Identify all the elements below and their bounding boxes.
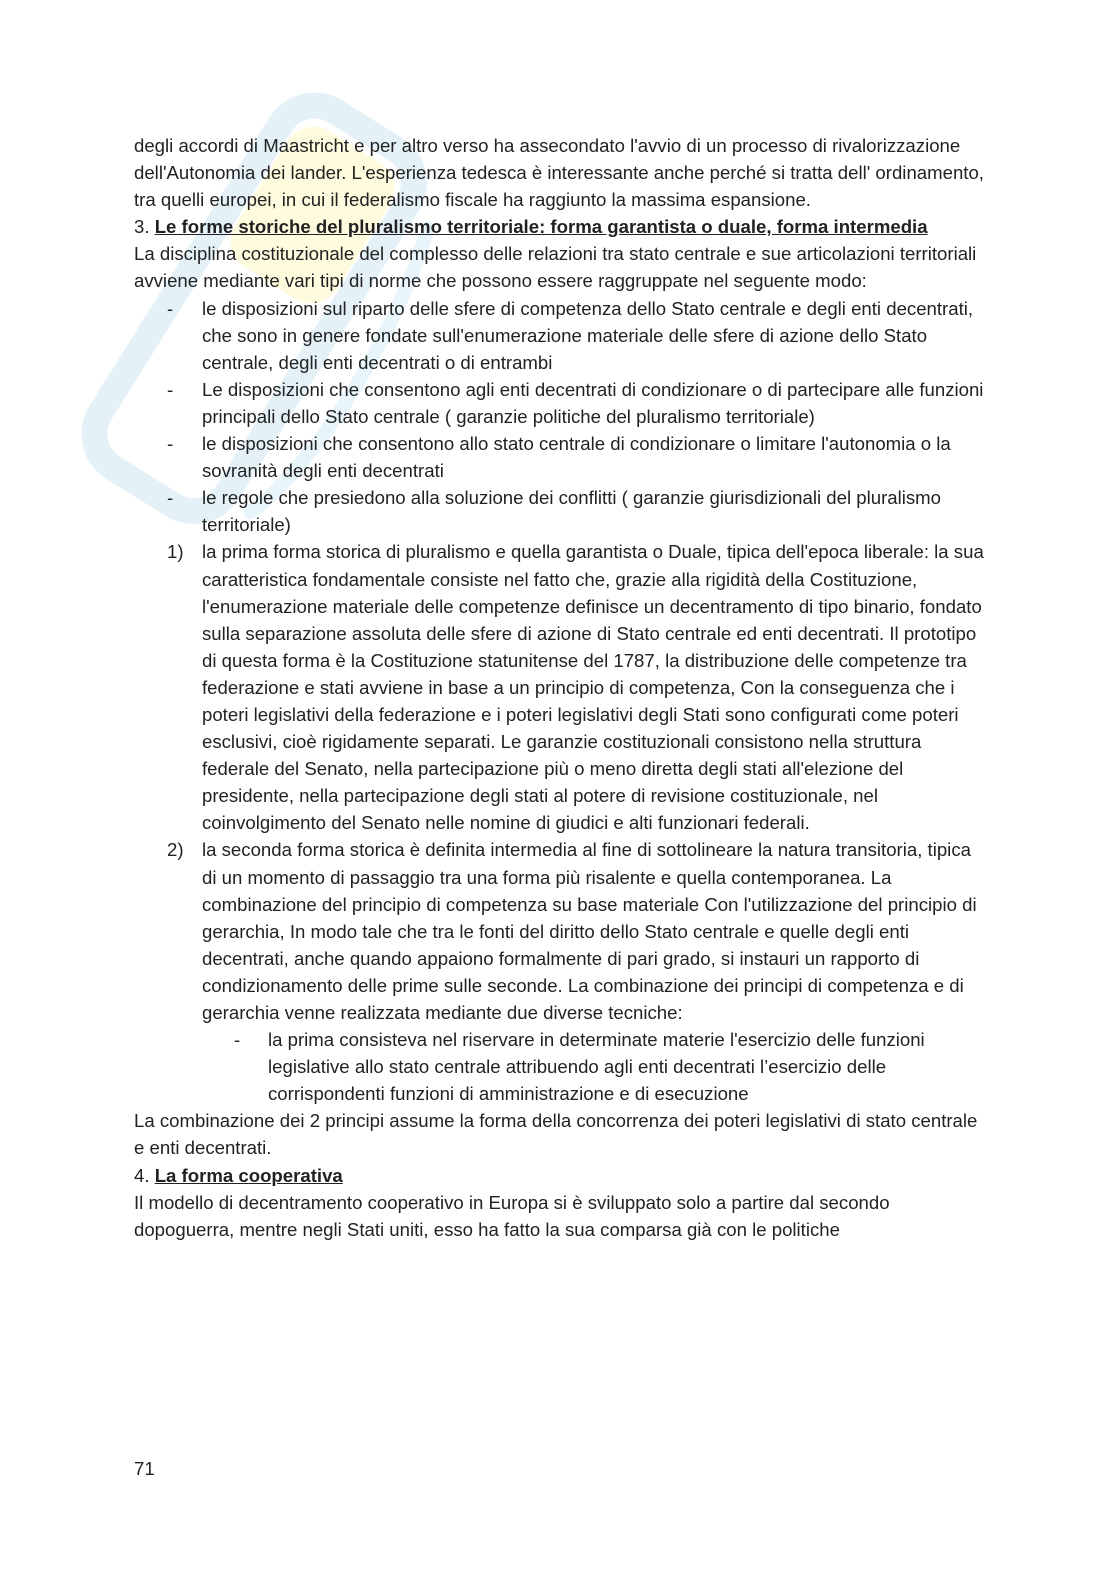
- paragraph-discipline: La disciplina costituzionale del complesso delle relazioni tra stato centrale e sue articolazioni territoriali avviene mediante vari tipi di norme che possono essere raggruppate nel seguente modo:: [134, 243, 977, 292]
- sub-list-item: [134, 1026, 984, 1107]
- list-item-text: Le disposizioni che consentono agli enti decentrati di condizionare o di partecipare alle funzioni principali dello Stato centrale ( garanzie politiche del pluralismo territoriale): [202, 378, 984, 427]
- page-number: 71: [134, 1458, 155, 1479]
- bullet-marker: -: [167, 433, 174, 455]
- bullet-marker: -: [167, 378, 174, 400]
- list-item-text: le disposizioni sul riparto delle sfere di competenza dello Stato centrale e degli enti decentrati, che sono in genere fondate sull'enumerazione materiale delle sfere di azione dello Stato centrale, degli enti decentrati o di entrambi: [202, 297, 974, 373]
- heading-title: Le forme storiche del pluralismo territoriale: forma garantista o duale, forma intermedia: [154, 216, 928, 238]
- heading-number: 3.: [134, 216, 150, 238]
- document-body: [134, 132, 984, 1243]
- list-item-text: le regole che presiedono alla soluzione dei conflitti ( garanzie giurisdizionali del pluralismo territoriale): [202, 487, 942, 536]
- number-marker: 2): [167, 839, 184, 861]
- heading-number: 4.: [134, 1164, 150, 1186]
- heading-title: La forma cooperativa: [154, 1164, 343, 1186]
- numbered-item: [134, 836, 984, 1026]
- section-heading-3: [134, 213, 984, 240]
- list-item: [134, 295, 984, 376]
- numbered-item: [134, 538, 984, 836]
- section-heading-4: [134, 1162, 984, 1189]
- list-item: [134, 484, 984, 538]
- paragraph-intro: degli accordi di Maastricht e per altro verso ha assecondato l'avvio di un processo di rivalorizzazione dell'Autonomia dei lander. L'esperienza tedesca è interessante anche perché si tratta dell' ordinamento, tra quelli europei, in cui il federalismo fiscale ha raggiunto la massima espansione.: [134, 135, 984, 211]
- numbered-item-text: la seconda forma storica è definita intermedia al fine di sottolineare la natura transitoria, tipica di un momento di passaggio tra una forma più risalente e quella contemporanea. La combinazione del principio di competenza su base materiale Con l'utilizzazione del principio di gerarchia, In modo tale che tra le fonti del diritto dello Stato centrale e quelle degli enti decentrati, anche quando appaiono formalmente di pari grado, si instauri un rapporto di condizionamento delle prime sulle seconde. La combinazione dei principi di competenza e di gerarchia venne realizzata mediante due diverse tecniche:: [202, 839, 977, 1023]
- list-item: [134, 430, 984, 484]
- sub-list-item-text: la prima consisteva nel riservare in determinate materie l'esercizio delle funzioni legislative allo stato centrale attribuendo agli enti decentrati l’esercizio delle corrispondenti funzioni di amministrazione e di esecuzione: [268, 1029, 925, 1105]
- bullet-marker: -: [167, 297, 174, 319]
- paragraph-cooperative: Il modello di decentramento cooperativo in Europa si è sviluppato solo a partire dal secondo dopoguerra, mentre negli Stati uniti, esso ha fatto la sua comparsa già con le politiche: [134, 1191, 890, 1240]
- paragraph-combination: La combinazione dei 2 principi assume la forma della concorrenza dei poteri legislativi di stato centrale e enti decentrati.: [134, 1110, 978, 1159]
- list-item: [134, 376, 984, 430]
- list-item-text: le disposizioni che consentono allo stato centrale di condizionare o limitare l'autonomia o la sovranità degli enti decentrati: [202, 433, 951, 482]
- number-marker: 1): [167, 541, 184, 563]
- bullet-marker: -: [167, 487, 174, 509]
- numbered-item-text: la prima forma storica di pluralismo e quella garantista o Duale, tipica dell'epoca liberale: la sua caratteristica fondamentale consiste nel fatto che, grazie alla rigidità della Costituzione, l'enumerazione materiale delle competenze definisce un decentramento di tipo binario, fondato sulla separazione assoluta delle sfere di azione di Stato centrale ed enti decentrati. Il prototipo di questa forma è la Costituzione statunitense del 1787, la distribuzione delle competenze tra federazione e stati avviene in base a un principio di competenza, Con la conseguenza che i poteri legislativi della federazione e i poteri legislativi degli Stati sono configurati come poteri esclusivi, cioè rigidamente separati. Le garanzie costituzionali consistono nella struttura federale del Senato, nella partecipazione più o meno diretta degli stati all'elezione del presidente, nella partecipazione degli stati al potere di revisione costituzionale, nel coinvolgimento del Senato nelle nomine di giudici e alti funzionari federali.: [202, 541, 984, 834]
- bullet-marker: -: [234, 1029, 241, 1051]
